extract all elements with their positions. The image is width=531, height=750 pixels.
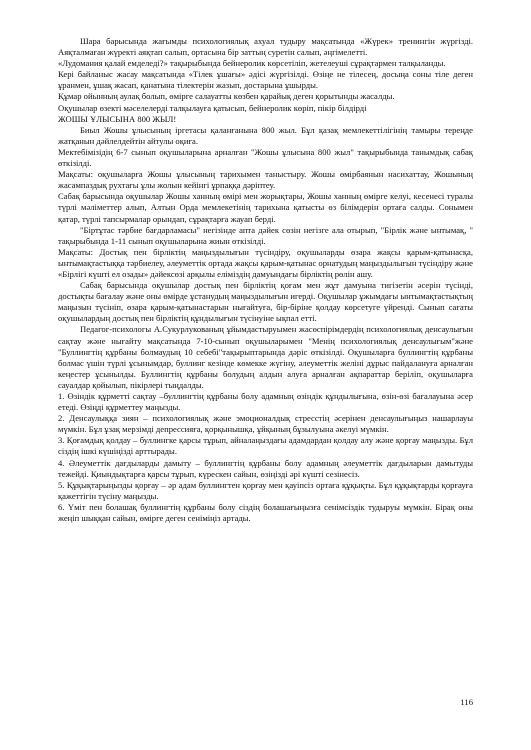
paragraph-8: Мектебімізідің 6-7 сынып оқушыларына арналған "Жошы ұлысына 800 жыл" тақырыбында танымдық сабақ өткізілді. — [58, 146, 473, 169]
list-item-1: 1. Өзіндік құрметті сақтау –буллингтің құрбаны болу адамның өзіндік құндылығына, өзін-өзі бағалауына әсер етеді. Өзіңді құрметтеу маңызды. — [58, 391, 473, 413]
paragraph-2: «Лудомания қалай емделеді?» тақырыбында бейнеролик көрсетіліп, жетелеуші сұрақтармен талқыланды. — [58, 58, 446, 69]
list-item-4: 4. Әлеуметтік дағдыларды дамыту – буллингтің құрбаны болу адамның әлеуметтік дағдыларын дамытуды тежейді. Қиындықтарға қарсы тұрып, күрескен сайын, өзіңізді әрі күшті сезінесіз. — [58, 457, 473, 479]
list-item-6: 6. Үміт пен болашақ буллингтің құрбаны болу сіздің болашағыңызға сенімсіздік тудыруы мүмкін. Бірақ оны жеңіп шыққан сайын, өмірге деген сеніміңіз артады. — [58, 501, 473, 524]
paragraph-12: Мақсаты: Достық пен бірліктің маңыздылығын түсіндіру, оқушыларды өзара жақсы қарым-қатынасқа, ынтымақтастыққа тәрбиелеу, әлеуметтік ортада жақсы қарым-қатынас орнатудың маңыздылығын түсіндіру және «Бірлігі күшті ел озады» дәйексөзі арқылы елімiздің дамуындағы бірліктің рөлін ашу. — [58, 246, 473, 279]
paragraph-13: Сабақ барысында оқушылар достық пен бірліктің қоғам мен жұт дамуына тигізетін әсерін түсінді, достықты бағалау және оны өмірде ұстанудың маңыздылығын игерді. Оқушылар ұжымдағы ынтымақтастықтың маңызын түсініп, өзара қарым-қатынастарын нығайтуға, бір-біріне қолдау көрсетуге үйренді. Сынып сағаты оқушылардың достық пен бірліктің құндылығын түсінуіне ықпал етті. — [58, 280, 473, 324]
paragraph-10: Сабақ барысында оқушылар Жошы ханның өмірі мен жорықтары, Жошы ханның өмірге келуі, кесенесі туралы түрлі мәліметтер алып, Алтын Орда мемлекетінің тарихына қатысты өз білімдерін ортаға салды. Сонымен қатар, түрлі тапсырмалар орындап, сұрақтарға жауап берді. — [58, 191, 473, 224]
paragraph-14: Педагог-психологы А.Сукурлукованың ұйымдастыруымен жасөспірімдердің психологиялық денсаулығын сақтау және нығайту мақсатында 7-10-сынып оқушыларымен "Менің психологиялық денсаулығым"және "Буллингтің құрбаны болмаудың 10 себебі"тақырыптарында дәріс өткізілді. Оқушыларға буллингтің құрбаны болмас үшін түрлі ұсынымдар, буллинг кезінде көмекке жүгіну, әлеуметтік желіні дұрыс пайдалануға арналған кеңестер ұсынылды. Буллингтің құрбаны болудың алдын алуға арналған ақпараттар беріліп, оқушыларға сауалдар қойылып, пікірлері тыңдалды. — [58, 324, 473, 390]
paragraph-4: Құмар ойынның аулақ болып, өмірге салауатты көзбен қарайық деген қорытынды жасалды. — [58, 91, 395, 102]
paragraph-1: Шара барысында жағымды психологиялық ахуал тудыру мақсатында «Жүрек» тренингін жүргізді. Аяқталмаған жүректі аяқтап салып, ортасына бір заттың суретін салып, әңгімелетті. — [58, 36, 473, 58]
list-item-5: 5. Құқықтарыңызды қорғау – әр адам буллингтен қорғау мен қауіпсіз ортаға құқықты. Бұл құқықтарды қорғауға қажеттігін түсіну маңызды. — [58, 479, 473, 501]
paragraph-7: Биыл Жошы ұлысының іргетасы қаланғанына 800 жыл. Бұл қазақ мемлекеттілігінің тамыры тереңде жатқанын дәйлелдейтін айтулы оқиға. — [58, 124, 473, 146]
paragraph-9: Мақсаты: оқушыларға Жошы ұлысының тарихымен таныстыру. Жошы өмірбаянын насихаттау, Жошының жасампаздық рухтағы ұлы жолын кейінгі ұрпаққа дәріптеу. — [58, 169, 473, 191]
paragraph-11: "Біртұтас тәрбие бағдарламасы" негізінде апта дәйек сөзін негізге ала отырып, "Бірлік және ынтымақ, " тақырыбында 1-11 сынып оқушыларына жиын өткізілді. — [58, 224, 473, 246]
paragraph-5: Оқушылар өзекті мәселелерді талқылауға қатысып, бейнеролик көріп, пікір білдірді — [58, 102, 367, 113]
paragraph-3: Кері байланыс жасау мақсатында «Тілек ұшағы» әдісі жүргізілді. Өзіңе не тілесең, досыңа соны тіле деген ұранмен, ұшақ жасап, қанатына тілектерін жазып, достарына ұшырды. — [58, 69, 473, 91]
section-heading: ЖОШЫ ҰЛЫСЫНА 800 ЖЫЛ! — [58, 113, 177, 124]
list-item-3: 3. Қоғамдық қолдау – буллингке қарсы тұрып, айналаңыздағы адамдардан қолдау алу және қорғау маңызды. Бұл сіздің ішкі күшіңізді арттырады. — [58, 435, 473, 457]
list-item-2: 2. Денсаулыққа зиян – психологиялық және эмоционалдық стресстің әсерінен денсаулығыңыз нашарлауы мүмкін. Бұл ұзақ мерзімді депрессияға, қорқынышқа, ұйқының бұзылуына әкелуі мүмкін. — [58, 413, 473, 435]
page-number: 116 — [460, 697, 473, 707]
